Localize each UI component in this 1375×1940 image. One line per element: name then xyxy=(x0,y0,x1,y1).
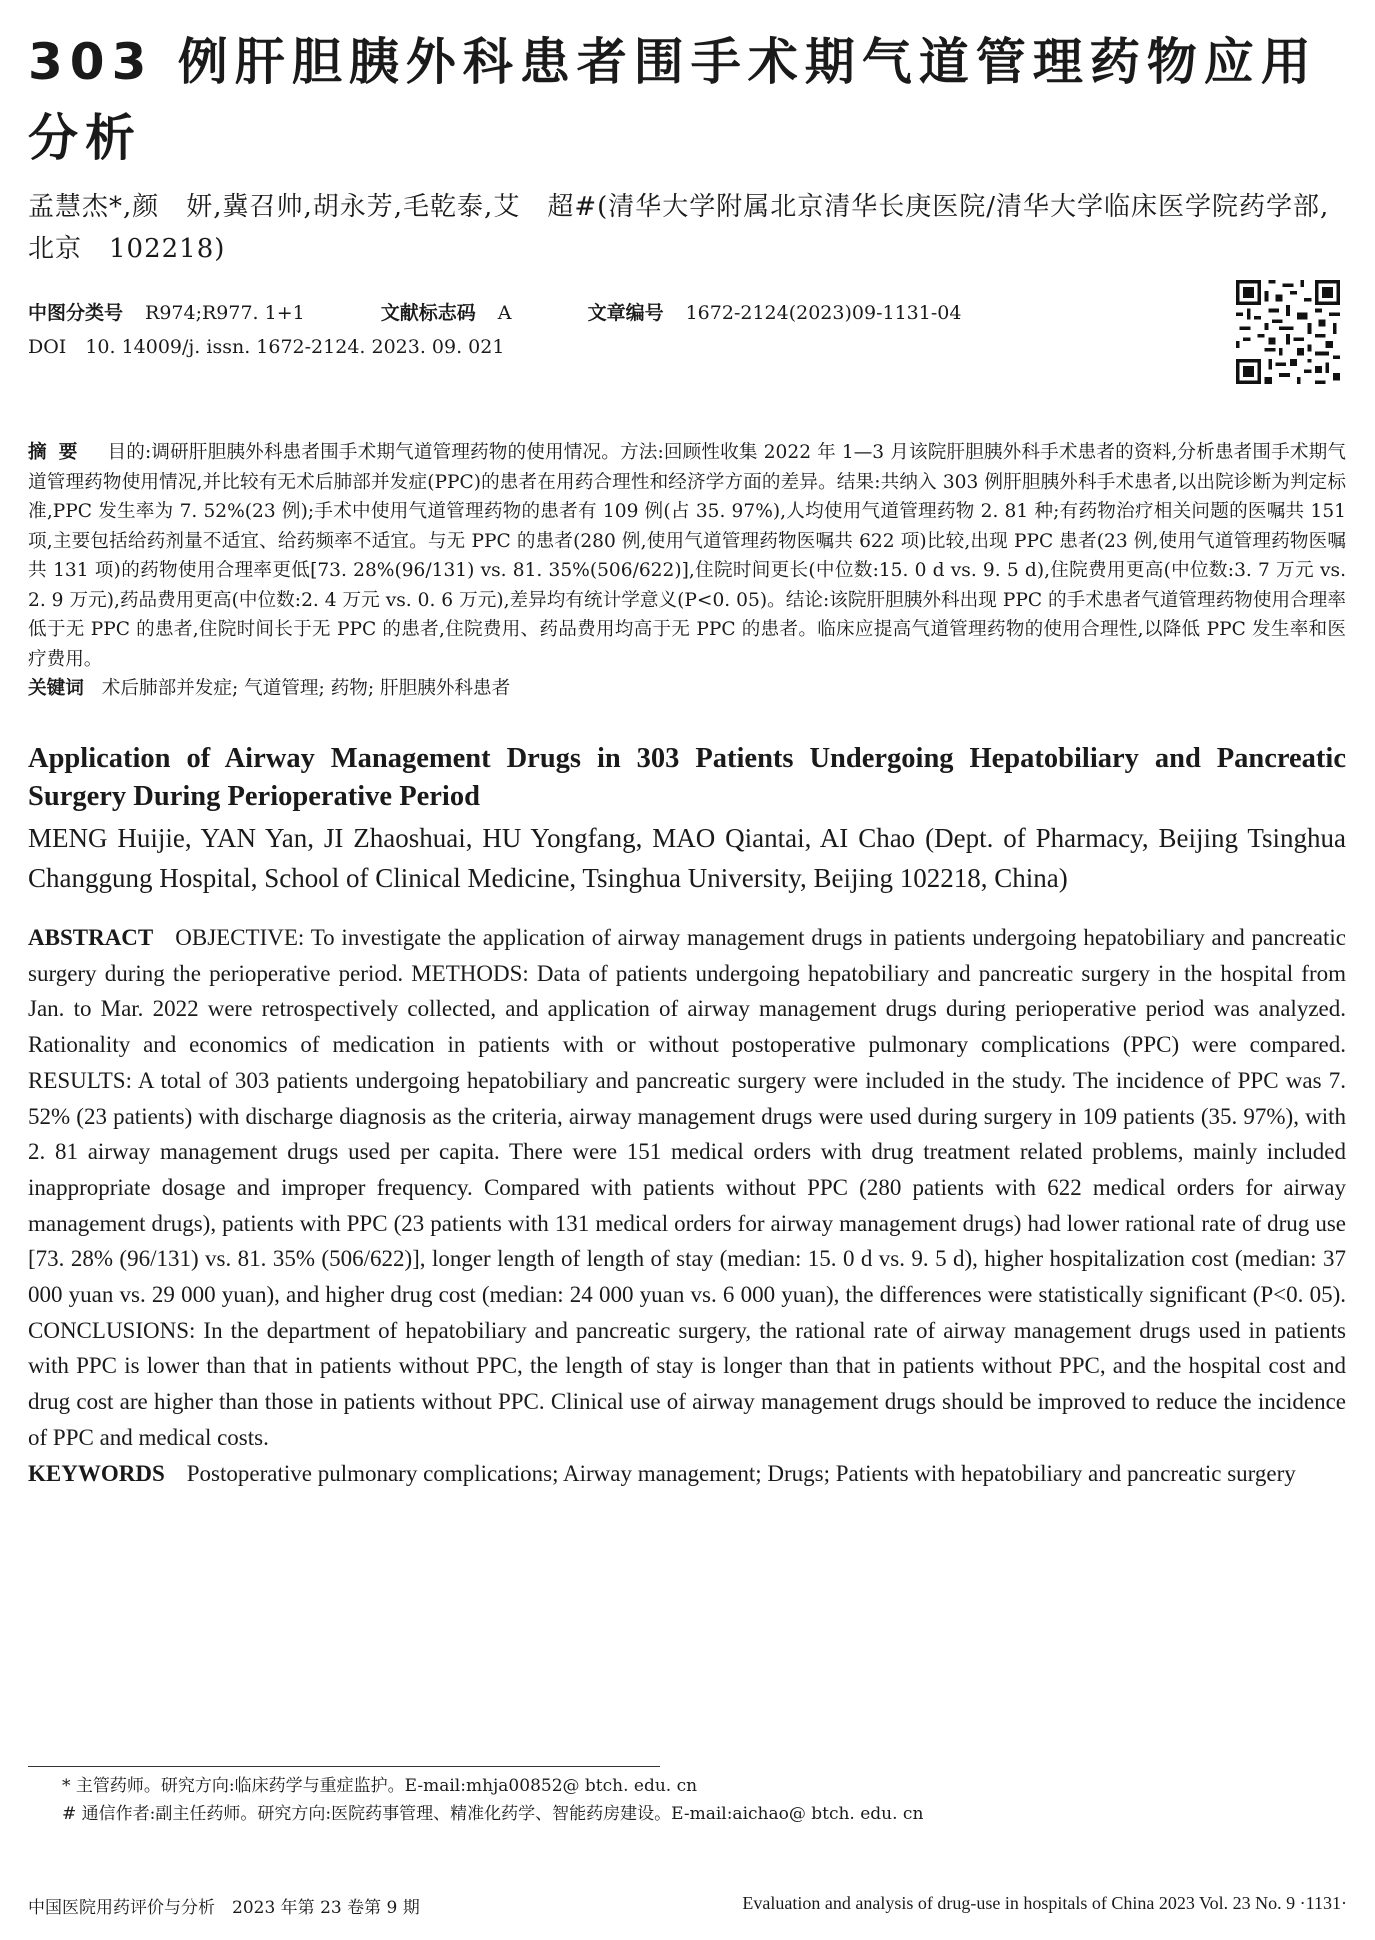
paper-page xyxy=(28,24,1346,1492)
article-no-value: 1672-2124(2023)09-1131-04 xyxy=(685,302,962,324)
doc-code-label: 文献标志码 xyxy=(380,302,476,324)
footer-journal-cn: 中国医院用药评价与分析 2023 年第 23 卷第 9 期 xyxy=(28,1898,420,1918)
chinese-keywords xyxy=(28,674,1346,704)
footnotes xyxy=(62,1772,923,1828)
classification-line xyxy=(28,296,1346,330)
english-keywords-label: KEYWORDS xyxy=(28,1460,165,1486)
doc-code-value: A xyxy=(497,302,512,324)
chinese-title: 303 例肝胆胰外科患者围手术期气道管理药物应用分析 xyxy=(28,33,1318,167)
clc-label: 中图分类号 xyxy=(28,302,124,324)
footnote-corresponding-author: # 通信作者:副主任药师。研究方向:医院药事管理、精准化药学、智能药房建设。E-mail:aichao@ btch. edu. cn xyxy=(62,1804,924,1824)
chinese-keywords-text: 术后肺部并发症; 气道管理; 药物; 肝胆胰外科患者 xyxy=(101,678,511,699)
doi: DOI 10. 14009/j. issn. 1672-2124. 2023. 09. 021 xyxy=(28,336,505,358)
chinese-abstract xyxy=(28,438,1346,674)
chinese-abstract-text: 目的:调研肝胆胰外科患者围手术期气道管理药物的使用情况。方法:回顾性收集 2022 年 1—3 月该院肝胆胰外科手术患者的资料,分析患者围手术期气道管理药物使用情况,并比较有无术后肺部并发症(PPC)的患者在用药合理性和经济学方面的差异。结果:共纳入 303 例肝胆胰外科手术患者,以出院诊断为判定标准,PPC 发生率为 7. 52%(23 例);手术中使用气道管理药物的患者有 109 例(占 35. 97%),人均使用气道管理药物 2. 81 种;有药物治疗相关问题的医嘱共 151 项,主要包括给药剂量不适宜、给药频率不适宜。与无 PPC 的患者(280 例,使用气道管理药物医嘱共 622 项)比较,出现 PPC 患者(23 例,使用气道管理药物医嘱共 131 项)的药物使用合理率更低[73. 28%(96/131) vs. 81. 35%(506/622)],住院时间更长(中位数:15. 0 d vs. 9. 5 d),住院费用更高(中位数:3. 7 万元 vs. 2. 9 万元),药品费用更高(中位数:2. 4 万元 vs. 0. 6 万元),差异均有统计学意义(P<0. 05)。结论:该院肝胆胰外科出现 PPC 的手术患者气道管理药物使用合理率低于无 PPC 的患者,住院时间长于无 PPC 的患者,住院费用、药品费用均高于无 PPC 的患者。临床应提高气道管理药物的使用合理性,以降低 PPC 发生率和医疗费用。 xyxy=(28,442,1346,670)
english-abstract-label: ABSTRACT xyxy=(28,925,154,950)
qr-code-icon xyxy=(1236,280,1340,384)
english-title: Application of Airway Management Drugs in 303 Patients Undergoing Hepatobiliary and Pancreatic Surgery During Perioperative Period xyxy=(28,743,1346,812)
english-keywords xyxy=(28,1456,1346,1492)
english-abstract xyxy=(28,920,1346,1456)
english-keywords-text: Postoperative pulmonary complications; Airway management; Drugs; Patients with hepatobiliary and pancreatic surgery xyxy=(186,1460,1296,1486)
chinese-abstract-label: 摘要 xyxy=(28,442,90,463)
chinese-authors: 孟慧杰*,颜 妍,冀召帅,胡永芳,毛乾泰,艾 超#(清华大学附属北京清华长庚医院/清华大学临床医学院药学部,北京 102218) xyxy=(28,192,1330,264)
footnote-divider xyxy=(28,1766,660,1767)
english-abstract-text: OBJECTIVE: To investigate the application of airway management drugs in patients undergoing hepatobiliary and pancreatic surgery during the perioperative period. METHODS: Data of patients undergoing hepatobiliary and pancreatic surgery in the hospital from Jan. to Mar. 2022 were retrospectively collected, and application of airway management drugs during perioperative period was analyzed. Rationality and economics of medication in patients with or without postoperative pulmonary complications (PPC) were compared. RESULTS: A total of 303 patients undergoing hepatobiliary and pancreatic surgery were included in the study. The incidence of PPC was 7. 52% (23 patients) with discharge diagnosis as the criteria, airway management drugs were used during surgery in 109 patients (35. 97%), with 2. 81 airway management drugs used per capita. There were 151 medical orders with drug treatment related problems, mainly included inappropriate dosage and improper frequency. Compared with patients without PPC (280 patients with 622 medical orders for airway management drugs), patients with PPC (23 patients with 131 medical orders for airway management drugs) had lower rational rate of drug use [73. 28% (96/131) vs. 81. 35% (506/622)], longer length of length of stay (median: 15. 0 d vs. 9. 5 d), higher hospitalization cost (median: 37 000 yuan vs. 29 000 yuan), and higher drug cost (median: 24 000 yuan vs. 6 000 yuan), the differences were statistically significant (P<0. 05). CONCLUSIONS: In the department of hepatobiliary and pancreatic surgery, the rational rate of airway management drugs used in patients with PPC is lower than that in patients without PPC, the length of stay is longer than that in patients without PPC, and the hospital cost and drug cost are higher than those in patients without PPC. Clinical use of airway management drugs should be improved to reduce the incidence of PPC and medical costs. xyxy=(28,925,1346,1450)
english-authors: MENG Huijie, YAN Yan, JI Zhaoshuai, HU Yongfang, MAO Qiantai, AI Chao (Dept. of Pharmacy, Beijing Tsinghua Changgung Hospital, School of Clinical Medicine, Tsinghua University, Beijing 102218, China) xyxy=(28,823,1346,893)
clc-value: R974;R977. 1+1 xyxy=(145,302,305,324)
article-metadata xyxy=(28,296,1346,396)
article-no-label: 文章编号 xyxy=(587,302,664,324)
footnote-first-author: * 主管药师。研究方向:临床药学与重症监护。E-mail:mhja00852@ btch. edu. cn xyxy=(62,1776,698,1796)
footer-journal-en: Evaluation and analysis of drug-use in hospitals of China 2023 Vol. 23 No. 9 ·1131· xyxy=(742,1893,1347,1913)
chinese-keywords-label: 关键词 xyxy=(28,678,84,699)
page-footer xyxy=(28,1893,1347,1918)
